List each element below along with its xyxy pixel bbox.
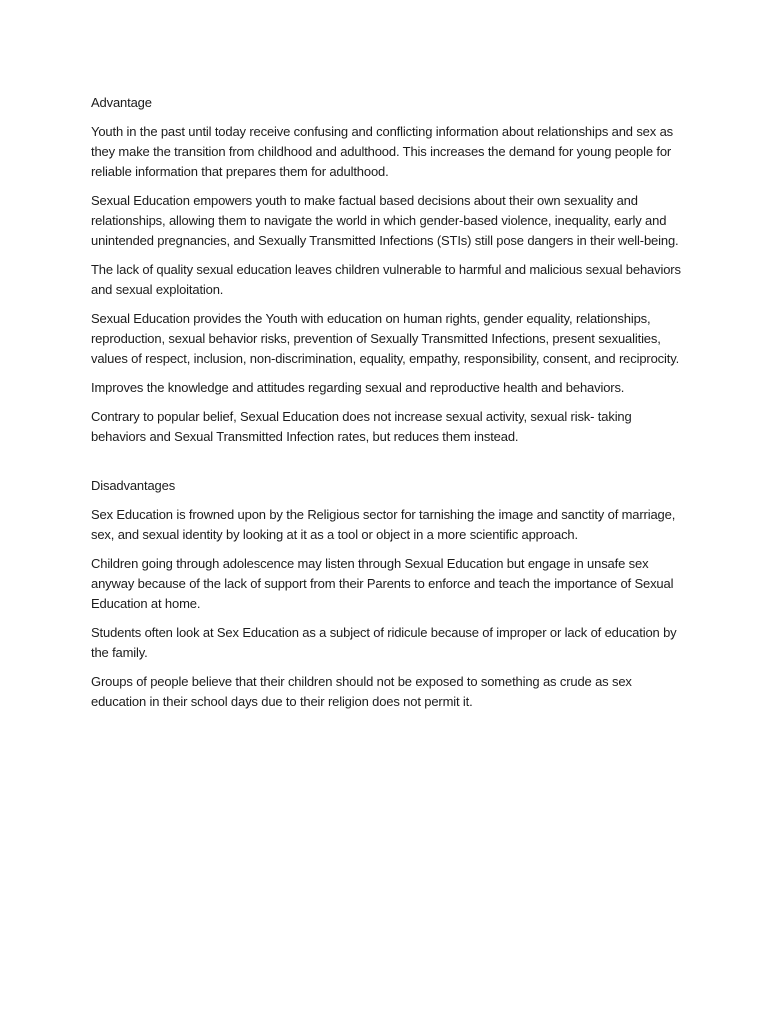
paragraph: Sexual Education provides the Youth with education on human rights, gender equality, relationships, reproduction, sexual behavior risks, prevention of Sexually Transmitted Infections, present sexualities, values of respect, inclusion, non-discrimination, equality, empathy, responsibility, consent, and reciprocity. bbox=[91, 311, 680, 366]
paragraph: Sex Education is frowned upon by the Religious sector for tarnishing the image and sanctity of marriage, sex, and sexual identity by looking at it as a tool or object in a more scientific approach. bbox=[91, 507, 676, 542]
document-content bbox=[91, 93, 681, 721]
paragraph: Youth in the past until today receive confusing and conflicting information about relationships and sex as they make the transition from childhood and adulthood. This increases the demand for young people for reliable information that prepares them for adulthood. bbox=[91, 124, 673, 179]
section-heading-disadvantages: Disadvantages bbox=[91, 478, 176, 493]
paragraph: Improves the knowledge and attitudes regarding sexual and reproductive health and behaviors. bbox=[91, 380, 625, 395]
paragraph: Contrary to popular belief, Sexual Education does not increase sexual activity, sexual risk- taking behaviors and Sexual Transmitted Infection rates, but reduces them instead. bbox=[91, 409, 632, 444]
section-advantage bbox=[91, 93, 681, 447]
paragraph: Sexual Education empowers youth to make factual based decisions about their own sexuality and relationships, allowing them to navigate the world in which gender-based violence, inequality, early and unintended pregnancies, and Sexually Transmitted Infections (STIs) still pose dangers in their well-being. bbox=[91, 193, 679, 248]
section-disadvantages bbox=[91, 476, 681, 712]
paragraph: The lack of quality sexual education leaves children vulnerable to harmful and malicious sexual behaviors and sexual exploitation. bbox=[91, 262, 681, 297]
paragraph: Groups of people believe that their children should not be exposed to something as crude as sex education in their school days due to their religion does not permit it. bbox=[91, 674, 632, 709]
paragraph: Students often look at Sex Education as a subject of ridicule because of improper or lack of education by the family. bbox=[91, 625, 677, 660]
section-heading-advantage: Advantage bbox=[91, 95, 152, 110]
paragraph: Children going through adolescence may listen through Sexual Education but engage in unsafe sex anyway because of the lack of support from their Parents to enforce and teach the importance of Sexual Education at home. bbox=[91, 556, 674, 611]
